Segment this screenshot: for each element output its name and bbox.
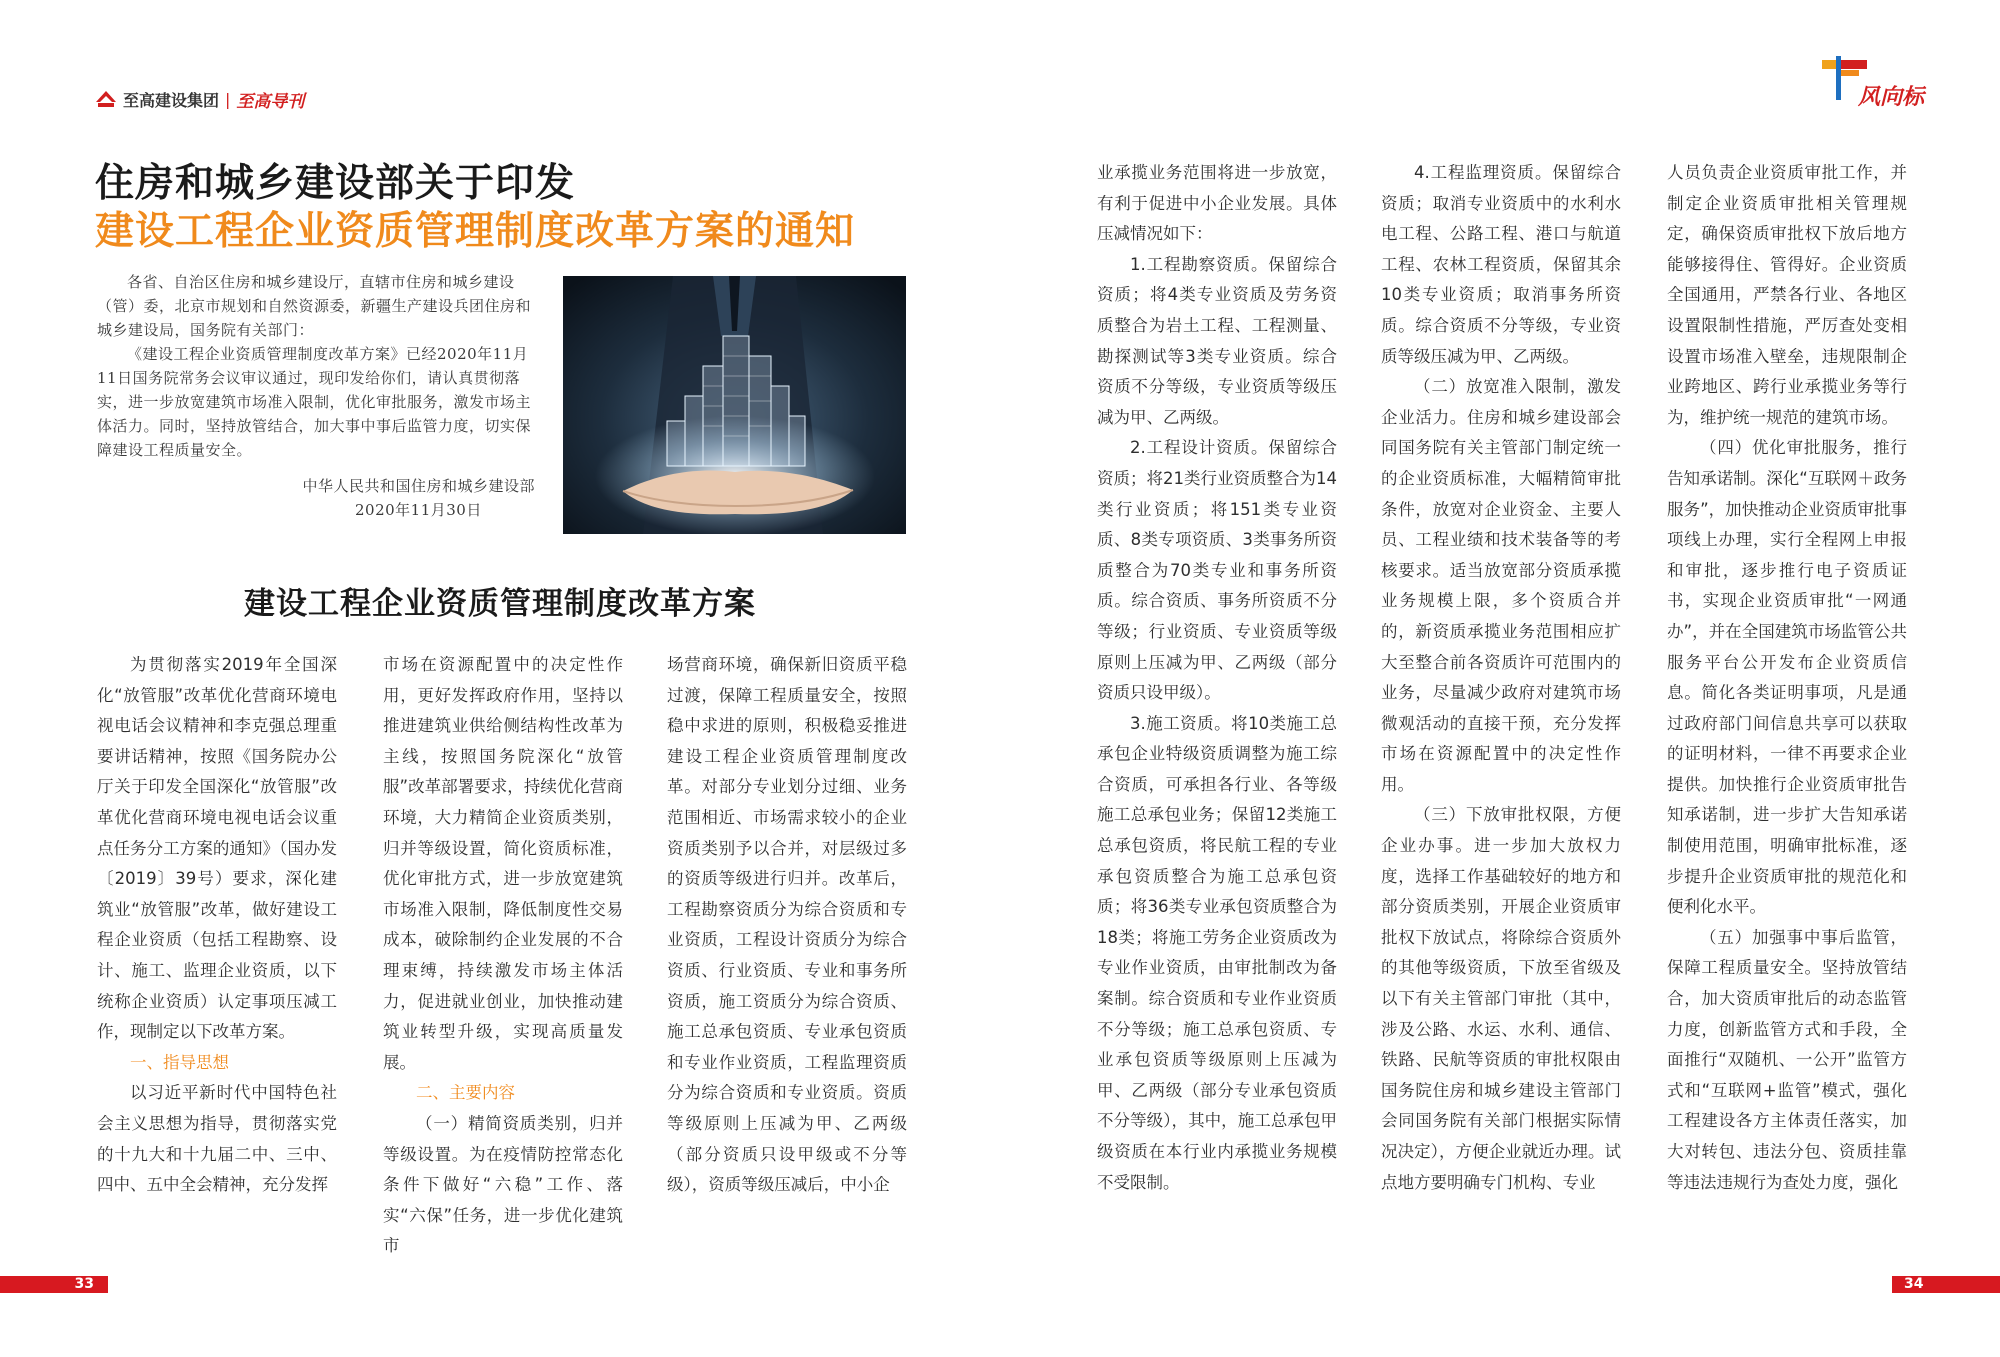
body-paragraph: 人员负责企业资质审批工作，并制定企业资质审批相关管理规定，确保资质审批权下放后地方能够接得住、管得好。企业资质全国通用，严禁各行业、各地区设置限制性措施，严厉查处变相设置市场准入壁垒，违规限制企业跨地区、跨行业承揽业务等行为，维护统一规范的建筑市场。 bbox=[1667, 163, 1907, 427]
text-column-3 bbox=[667, 650, 907, 1201]
section-heading: 二、主要内容 bbox=[416, 1083, 515, 1103]
body-paragraph: 为贯彻落实2019年全国深化“放管服”改革优化营商环境电视电话会议精神和李克强总理重要讲话精神，按照《国务院办公厅关于印发全国深化“放管服”改革优化营商环境电视电话会议重点任务分工方案的通知》（国办发〔2019〕39号）要求，深化建筑业“放管服”改革，做好建设工程企业资质（包括工程勘察、设计、施工、监理企业资质，以下统称企业资质）认定事项压减工作，现制定以下改革方案。 bbox=[97, 655, 337, 1042]
body-paragraph: 4.工程监理资质。保留综合资质；取消专业资质中的水利水电工程、公路工程、港口与航道工程、农林工程资质，保留其余10类专业资质；取消事务所资质。综合资质不分等级，专业资质等级压减为甲、乙两级。 bbox=[1381, 163, 1621, 366]
body-paragraph: （五）加强事中事后监管，保障工程质量安全。坚持放管结合，加大资质审批后的动态监管力度，创新监管方式和手段，全面推行“双随机、一公开”监管方式和“互联网+监管”模式，强化工程建设各方主体责任落实，加大对转包、违法分包、资质挂靠等违法违规行为查处力度，强化 bbox=[1667, 927, 1907, 1192]
page-number-left-bar bbox=[0, 1276, 108, 1293]
text-column-4 bbox=[1097, 158, 1337, 1198]
body-paragraph: 市场在资源配置中的决定性作用，更好发挥政府作用，坚持以推进建筑业供给侧结构性改革为主线，按照国务院深化“放管服”改革部署要求，持续优化营商环境，大力精简企业资质类别，归并等级设置，简化资质标准，优化审批方式，进一步放宽建筑市场准入限制，降低制度性交易成本，破除制约企业发展的不合理束缚，持续激发市场主体活力，促进就业创业，加快推动建筑业转型升级，实现高质量发展。 bbox=[383, 655, 623, 1072]
body-paragraph: （二）放宽准入限制，激发企业活力。住房和城乡建设部会同国务院有关主管部门制定统一的企业资质标准，大幅精简审批条件，放宽对企业资金、主要人员、工程业绩和技术装备等的考核要求。适当放宽部分资质承揽业务规模上限，多个资质合并的，新资质承揽业务范围相应扩大至整合前各资质许可范围内的业务，尽量减少政府对建筑市场微观活动的直接干预，充分发挥市场在资源配置中的决定性作用。 bbox=[1381, 377, 1621, 794]
body-paragraph: （三）下放审批权限，方便企业办事。进一步加大放权力度，选择工作基础较好的地方和部分资质类别，开展企业资质审批权下放试点，将除综合资质外的其他等级资质，下放至省级及以下有关主管部门审批（其中，涉及公路、水运、水利、通信、铁路、民航等资质的审批权限由国务院住房和城乡建设主管部门会同国务院有关部门根据实际情况决定），方便企业就近办理。试点地方要明确专门机构、专业 bbox=[1381, 805, 1621, 1192]
body-paragraph: 场营商环境，确保新旧资质平稳过渡，保障工程质量安全，按照稳中求进的原则，积极稳妥推进建设工程企业资质管理制度改革。对部分专业划分过细、业务范围相近、市场需求较小的企业资质类别予以合并，对层级过多的资质等级进行归并。改革后，工程勘察资质分为综合资质和专业资质，工程设计资质分为综合资质、行业资质、专业和事务所资质，施工资质分为综合资质、施工总承包资质、专业承包资质和专业作业资质，工程监理资质分为综合资质和专业资质。资质等级原则上压减为甲、乙两级（部分资质只设甲级或不分等级），资质等级压减后，中小企 bbox=[667, 655, 907, 1195]
page-number-left: 33 bbox=[74, 1276, 94, 1292]
text-column-2 bbox=[383, 650, 623, 1262]
notice-block bbox=[97, 270, 539, 522]
notice-signer: 中华人民共和国住房和城乡建设部 bbox=[302, 477, 535, 495]
text-column-1 bbox=[97, 650, 337, 1201]
body-paragraph: 1.工程勘察资质。保留综合资质；将4类专业资质及劳务资质整合为岩土工程、工程测量、勘探测试等3类专业资质。综合资质不分等级，专业资质等级压减为甲、乙两级。 bbox=[1097, 254, 1337, 427]
body-paragraph: 业承揽业务范围将进一步放宽，有利于促进中小企业发展。具体压减情况如下： bbox=[1097, 163, 1337, 244]
notice-paragraph: 《建设工程企业资质管理制度改革方案》已经2020年11月11日国务院常务会议审议通过，现印发给你们，请认真贯彻落实，进一步放宽建筑市场准入限制，优化审批服务，激发市场主体活力。同时，坚持放管结合，加大事中事后监管力度，切实保障建设工程质量安全。 bbox=[97, 345, 532, 459]
section-heading: 一、指导思想 bbox=[130, 1052, 229, 1072]
article-title-line2: 建设工程企业资质管理制度改革方案的通知 bbox=[95, 209, 856, 254]
text-column-6 bbox=[1667, 158, 1907, 1198]
notice-date: 2020年11月30日 bbox=[355, 501, 482, 519]
body-paragraph: 3.施工资质。将10类施工总承包企业特级资质调整为施工综合资质，可承担各行业、各等级施工总承包业务；保留12类施工总承包资质，将民航工程的专业承包资质整合为施工总承包资质；将36类专业承包资质整合为18类；将施工劳务企业资质改为专业作业资质，由审批制改为备案制。综合资质和专业作业资质不分等级；施工总承包资质、专业承包资质等级原则上压减为甲、乙两级（部分专业承包资质不分等级），其中，施工总承包甲级资质在本行业内承揽业务规模不受限制。 bbox=[1097, 713, 1337, 1192]
company-name: 至高建设集团 bbox=[123, 90, 220, 110]
header-right-logo bbox=[1818, 52, 1938, 112]
column-name: 风向标 bbox=[1858, 84, 1925, 110]
journal-name: 至高导刊 bbox=[236, 91, 305, 112]
text-column-5 bbox=[1381, 158, 1621, 1198]
page-number-right-bar bbox=[1892, 1276, 2000, 1293]
body-paragraph: （一）精简资质类别，归并等级设置。为在疫情防控常态化条件下做好“六稳”工作、落实“六保”任务，进一步优化建筑市 bbox=[383, 1113, 623, 1256]
header-separator: | bbox=[225, 89, 231, 109]
article-title-line1: 住房和城乡建设部关于印发 bbox=[95, 161, 576, 206]
page-number-right: 34 bbox=[1904, 1276, 1924, 1292]
hand-holding-building-image bbox=[563, 276, 906, 534]
header-left bbox=[95, 86, 304, 112]
company-logo-icon bbox=[95, 90, 117, 108]
body-paragraph: （四）优化审批服务，推行告知承诺制。深化“互联网＋政务服务”，加快推动企业资质审批事项线上办理，实行全程网上申报和审批，逐步推行电子资质证书，实现企业资质审批“一网通办”，并在全国建筑市场监管公共服务平台公开发布企业资质信息。简化各类证明事项，凡是通过政府部门间信息共享可以获取的证明材料，一律不再要求企业提供。加快推行企业资质审批告知承诺制，进一步扩大告知承诺制使用范围，明确审批标准，逐步提升企业资质审批的规范化和便利化水平。 bbox=[1667, 438, 1907, 917]
body-paragraph: 2.工程设计资质。保留综合资质；将21类行业资质整合为14类行业资质；将151类专业资质、8类专项资质、3类事务所资质整合为70类专业和事务所资质。综合资质、事务所资质不分等级；行业资质、专业资质等级原则上压减为甲、乙两级（部分资质只设甲级）。 bbox=[1097, 438, 1337, 703]
plan-subtitle: 建设工程企业资质管理制度改革方案 bbox=[244, 586, 756, 622]
notice-paragraph: 各省、自治区住房和城乡建设厅，直辖市住房和城乡建设（管）委，北京市规划和自然资源委，新疆生产建设兵团住房和城乡建设局，国务院有关部门： bbox=[97, 273, 532, 339]
body-paragraph: 以习近平新时代中国特色社会主义思想为指导，贯彻落实党的十九大和十九届二中、三中、四中、五中全会精神，充分发挥 bbox=[97, 1083, 337, 1195]
